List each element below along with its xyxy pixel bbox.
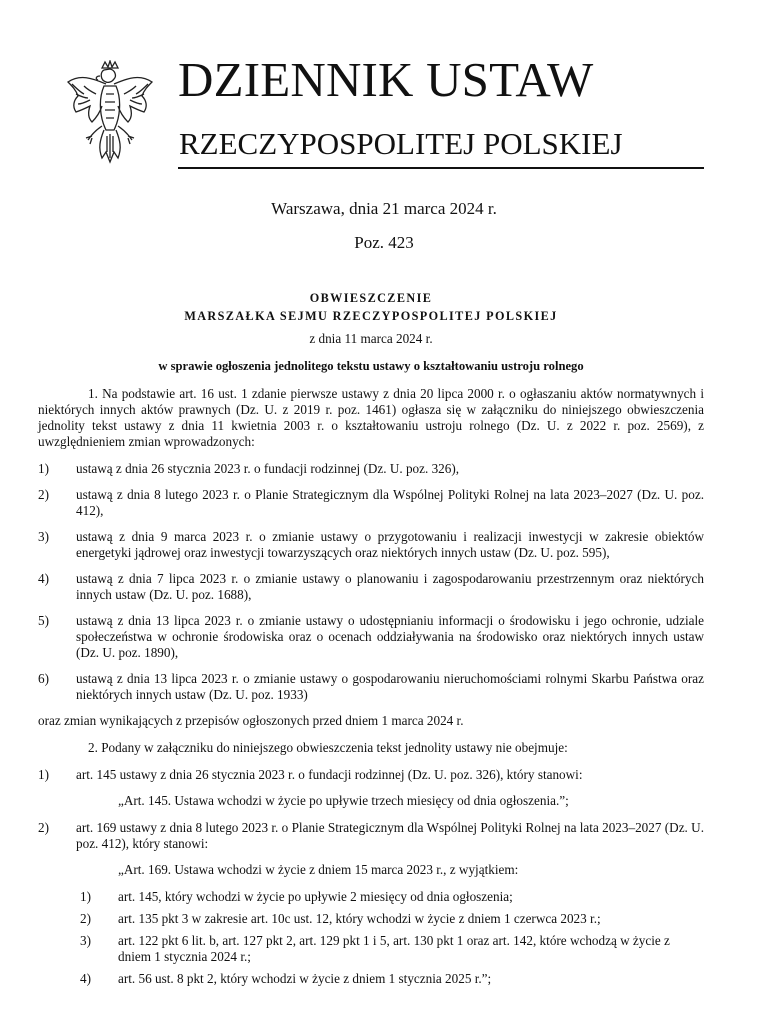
list-item-text: ustawą z dnia 13 lipca 2023 r. o zmianie ustawy o gospodarowaniu nieruchomościami rolnymi Skarbu Państwa oraz niektórych innych ustaw (Dz. U. poz. 1933) bbox=[76, 671, 704, 702]
quoted-list-item bbox=[80, 971, 704, 987]
list-item-text: ustawą z dnia 7 lipca 2023 r. o zmianie ustawy o planowaniu i zagospodarowaniu przestrzennym oraz niektórych innych ustaw (Dz. U. poz. 1688), bbox=[76, 571, 704, 602]
quoted-list-item bbox=[80, 889, 704, 905]
document-type-heading: OBWIESZCZENIE bbox=[309, 291, 433, 305]
list-item-text: ustawą z dnia 9 marca 2023 r. o zmianie ustawy o przygotowaniu i realizacji inwestycji w zakresie obiektów energetyki jądrowej oraz inwestycji towarzyszących oraz niektórych innych ustaw (Dz. U. poz. 595), bbox=[76, 529, 704, 560]
quoted-list-item bbox=[80, 933, 704, 965]
journal-subtitle: RZECZYPOSPOLITEJ POLSKIEJ bbox=[179, 126, 623, 161]
list-item bbox=[38, 571, 704, 603]
list-item-number: 6) bbox=[38, 671, 49, 686]
document-body bbox=[38, 290, 704, 993]
document-subject: w sprawie ogłoszenia jednolitego tekstu ustawy o kształtowaniu ustroju rolnego bbox=[158, 359, 584, 373]
list-item bbox=[38, 487, 704, 519]
list-item-text: art. 122 pkt 6 lit. b, art. 127 pkt 2, art. 129 pkt 1 i 5, art. 130 pkt 1 oraz art. 142, które wchodzą w życie z dniem 1 stycznia 2024 r.; bbox=[118, 933, 670, 964]
header-divider bbox=[178, 167, 704, 169]
list-item-number: 4) bbox=[38, 571, 49, 586]
list-item bbox=[38, 529, 704, 561]
list-item-number: 2) bbox=[38, 487, 49, 502]
list-item-number: 3) bbox=[80, 933, 91, 948]
position-number: Poz. 423 bbox=[354, 233, 414, 252]
list-item-text: ustawą z dnia 26 stycznia 2023 r. o fundacji rodzinnej (Dz. U. poz. 326), bbox=[76, 461, 460, 476]
quoted-provision: „Art. 169. Ustawa wchodzi w życie z dniem 15 marca 2023 r., z wyjątkiem: bbox=[118, 862, 519, 877]
exclusion-item bbox=[38, 767, 704, 783]
quoted-provision: „Art. 145. Ustawa wchodzi w życie po upływie trzech miesięcy od dnia ogłoszenia.”; bbox=[118, 793, 569, 808]
list-item bbox=[38, 461, 704, 477]
list-item-number: 3) bbox=[38, 529, 49, 544]
list-item-text: art. 145, który wchodzi w życie po upływie 2 miesięcy od dnia ogłoszenia; bbox=[118, 889, 513, 904]
list-item-number: 2) bbox=[80, 911, 91, 926]
polish-eagle-emblem-icon bbox=[62, 60, 158, 170]
list-item-text: art. 169 ustawy z dnia 8 lutego 2023 r. o Planie Strategicznym dla Wspólnej Polityki Rolnej na lata 2023–2027 (Dz. U. poz. 412), który stanowi: bbox=[76, 820, 704, 851]
issuer-heading: MARSZAŁKA SEJMU RZECZYPOSPOLITEJ POLSKIEJ bbox=[184, 309, 558, 323]
list-item-number: 1) bbox=[80, 889, 91, 904]
list-item-text: art. 145 ustawy z dnia 26 stycznia 2023 r. o fundacji rodzinnej (Dz. U. poz. 326), który stanowi: bbox=[76, 767, 583, 782]
list-item-text: art. 135 pkt 3 w zakresie art. 10c ust. 12, który wchodzi w życie z dniem 1 czerwca 2023 r.; bbox=[118, 911, 601, 926]
paragraph-1: 1. Na podstawie art. 16 ust. 1 zdanie pierwsze ustawy z dnia 20 lipca 2000 r. o ogłaszaniu aktów normatywnych i niektórych innych aktów prawnych (Dz. U. z 2019 r. poz. 1461) ogłasza się w załączniku do niniejszego obwieszczenia jednolity tekst ustawy z dnia 11 kwietnia 2003 r. o kształtowaniu ustroju rolnego (Dz. U. z 2022 r. poz. 2569), z uwzględnieniem zmian wprowadzonych: bbox=[38, 386, 704, 449]
exclusion-item bbox=[38, 820, 704, 852]
list-item-text: ustawą z dnia 8 lutego 2023 r. o Planie Strategicznym dla Wspólnej Polityki Rolnej na lata 2023–2027 (Dz. U. poz. 412), bbox=[76, 487, 704, 518]
changes-closing-text: oraz zmian wynikających z przepisów ogłoszonych przed dniem 1 marca 2024 r. bbox=[38, 713, 464, 728]
list-item bbox=[38, 671, 704, 703]
list-item-number: 5) bbox=[38, 613, 49, 628]
paragraph-2: 2. Podany w załączniku do niniejszego obwieszczenia tekst jednolity ustawy nie obejmuje: bbox=[88, 740, 568, 755]
document-date: z dnia 11 marca 2024 r. bbox=[309, 331, 433, 346]
list-item-number: 1) bbox=[38, 461, 49, 476]
list-item-number: 1) bbox=[38, 767, 49, 782]
list-item-number: 4) bbox=[80, 971, 91, 986]
list-item-number: 2) bbox=[38, 820, 49, 835]
list-item-text: ustawą z dnia 13 lipca 2023 r. o zmianie ustawy o udostępnianiu informacji o środowisku i jego ochronie, udziale społeczeństwa w ochronie środowiska oraz o ocenach oddziaływania na środowisko oraz niektórych innych ustaw (Dz. U. poz. 1890), bbox=[76, 613, 704, 660]
list-item bbox=[38, 613, 704, 661]
list-item-text: art. 56 ust. 8 pkt 2, który wchodzi w życie z dniem 1 stycznia 2025 r.”; bbox=[118, 971, 492, 986]
quoted-list-item bbox=[80, 911, 704, 927]
publication-date: Warszawa, dnia 21 marca 2024 r. bbox=[271, 199, 497, 218]
journal-title: DZIENNIK USTAW bbox=[178, 52, 594, 107]
